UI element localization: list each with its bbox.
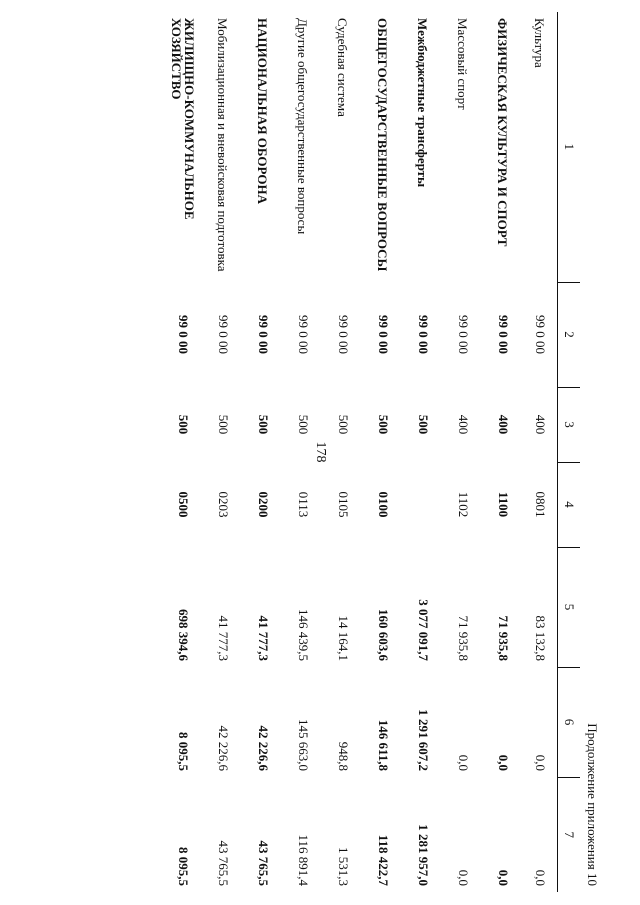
row-target-code: 99 0 00 (216, 315, 231, 354)
row-amount-7: 8 095,5 (176, 847, 191, 886)
row-amount-5: 160 603,6 (376, 609, 391, 661)
row-amount-7: 118 422,7 (376, 834, 391, 886)
row-amount-6: 948,8 (336, 741, 351, 771)
table-row (363, 12, 403, 892)
row-amount-7: 0,0 (496, 869, 511, 886)
row-amount-7: 1 531,3 (336, 847, 351, 886)
header-cell-5: 5 (558, 547, 581, 667)
row-amount-6: 42 226,6 (216, 725, 231, 771)
row-section-code (403, 462, 443, 547)
header-cell-2: 2 (558, 282, 581, 387)
row-amount-5: 698 394,6 (176, 609, 191, 661)
row-amount-7: 43 765,5 (216, 840, 231, 886)
row-name: ФИЗИЧЕСКАЯ КУЛЬТУРА И СПОРТ (495, 18, 511, 247)
row-amount-7: 43 765,5 (256, 840, 271, 886)
row-target-code: 99 0 00 (416, 315, 431, 354)
row-section-code: 0203 (216, 491, 231, 518)
row-section-code: 0113 (296, 491, 311, 518)
table-row (243, 12, 283, 892)
table-row (443, 12, 483, 892)
row-amount-7: 0,0 (533, 869, 548, 886)
row-target-code: 99 0 00 (533, 315, 548, 354)
table-row (283, 12, 323, 892)
table-row (163, 12, 203, 892)
row-amount-6: 42 226,6 (256, 725, 271, 771)
row-section-code: 0500 (176, 491, 191, 518)
row-name: Массовый спорт (455, 18, 471, 110)
row-section-code: 1102 (456, 491, 471, 518)
row-expense-type: 400 (496, 414, 511, 435)
row-target-code: 99 0 00 (296, 315, 311, 354)
row-expense-type: 400 (533, 414, 548, 435)
header-cell-7: 7 (558, 777, 581, 892)
row-amount-5: 83 132,8 (533, 615, 548, 661)
header-row (558, 12, 581, 892)
row-name: Судебная система (335, 18, 351, 117)
rotated-page (40, 12, 600, 892)
row-amount-5: 41 777,3 (256, 615, 271, 661)
row-amount-6: 0,0 (456, 754, 471, 771)
row-name: Межбюджетные трансферты (415, 18, 431, 188)
row-name: НАЦИОНАЛЬНАЯ ОБОРОНА (255, 18, 271, 204)
header-cell-4: 4 (558, 462, 581, 547)
row-amount-6: 0,0 (533, 754, 548, 771)
row-amount-6: 146 611,8 (376, 719, 391, 771)
row-amount-7: 116 891,4 (296, 834, 311, 886)
row-amount-7: 0,0 (456, 869, 471, 886)
row-amount-5: 41 777,3 (216, 615, 231, 661)
row-target-code: 99 0 00 (376, 315, 391, 354)
continuation-caption: Продолжение приложения 10 (585, 723, 600, 886)
header-cell-3: 3 (558, 387, 581, 462)
row-expense-type: 500 (176, 414, 191, 435)
row-target-code: 99 0 00 (456, 315, 471, 354)
row-section-code: 0200 (256, 491, 271, 518)
row-expense-type: 500 (336, 414, 351, 435)
row-name: Культура (532, 18, 548, 68)
table-row (523, 12, 558, 892)
row-target-code: 99 0 00 (496, 315, 511, 354)
header-cell-6: 6 (558, 667, 581, 777)
row-section-code: 0100 (376, 491, 391, 518)
row-name: Другие общегосударственные вопросы (295, 18, 311, 235)
table-row (323, 12, 363, 892)
row-amount-5: 71 935,8 (456, 615, 471, 661)
row-name: ОБЩЕГОСУДАРСТВЕННЫЕ ВОПРОСЫ (375, 18, 391, 272)
row-amount-7: 1 281 957,0 (416, 824, 431, 886)
table-row (203, 12, 243, 892)
header-cell-1: 1 (558, 12, 581, 282)
table-row (483, 12, 523, 892)
row-expense-type: 500 (376, 414, 391, 435)
row-name: ЖИЛИЩНО-КОММУНАЛЬНОЕ ХОЗЯЙСТВО (169, 18, 197, 220)
row-expense-type: 400 (456, 414, 471, 435)
row-name: Мобилизационная и вневойсковая подготовка (215, 18, 231, 272)
table-header (558, 12, 581, 892)
row-amount-6: 0,0 (496, 754, 511, 771)
budget-table (163, 12, 580, 892)
row-expense-type: 500 (296, 414, 311, 435)
row-expense-type: 500 (416, 414, 431, 435)
row-target-code: 99 0 00 (256, 315, 271, 354)
table-row (403, 12, 443, 892)
row-amount-5: 14 164,1 (336, 615, 351, 661)
row-amount-6: 145 663,0 (296, 719, 311, 771)
table-body (163, 12, 558, 892)
row-section-code: 0105 (336, 491, 351, 518)
row-section-code: 0801 (533, 491, 548, 518)
row-amount-5: 146 439,5 (296, 609, 311, 661)
row-amount-5: 71 935,8 (496, 615, 511, 661)
row-target-code: 99 0 00 (176, 315, 191, 354)
row-amount-6: 1 291 607,2 (416, 709, 431, 771)
page-number: 178 (313, 441, 328, 463)
row-amount-5: 3 077 091,7 (416, 599, 431, 661)
row-expense-type: 500 (256, 414, 271, 435)
row-amount-6: 8 095,5 (176, 732, 191, 771)
row-expense-type: 500 (216, 414, 231, 435)
row-section-code: 1100 (496, 491, 511, 518)
row-target-code: 99 0 00 (336, 315, 351, 354)
